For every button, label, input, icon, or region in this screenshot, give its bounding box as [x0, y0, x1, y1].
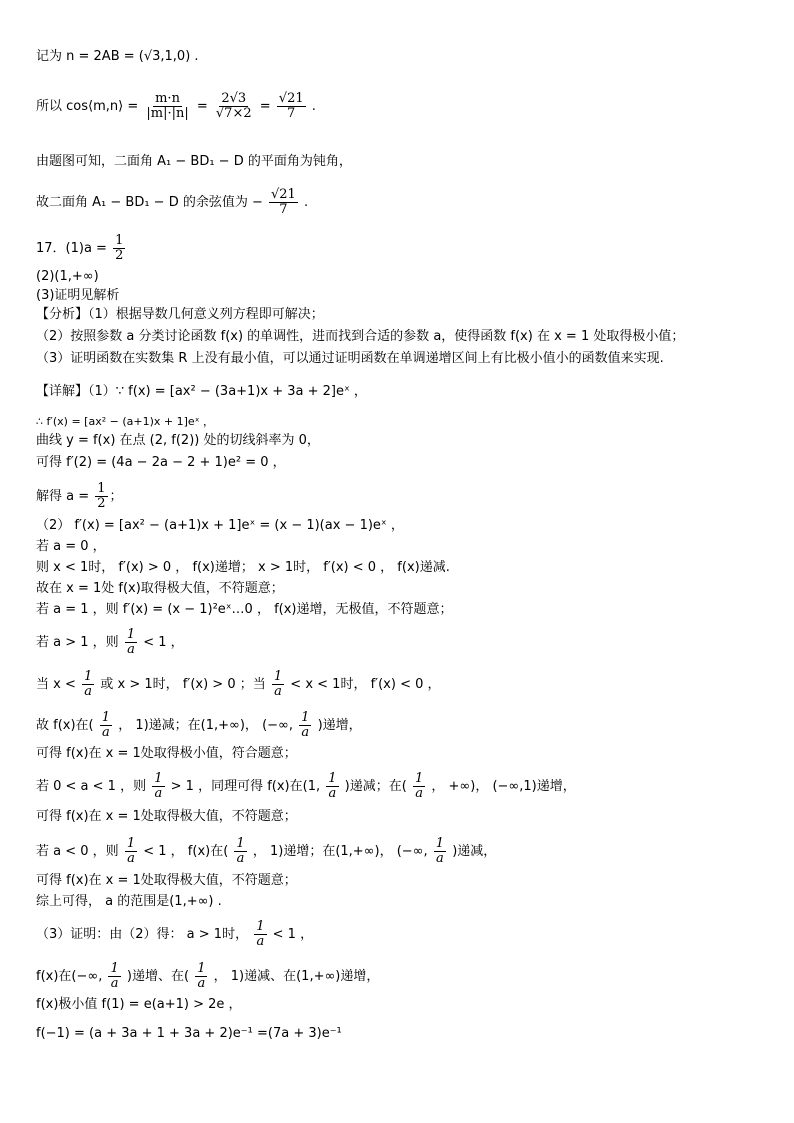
- case-a-0-monotone: [36, 559, 450, 577]
- text: 故二面角 A₁ − BD₁ − D 的余弦值为 −: [36, 195, 263, 210]
- text: 由题图可知，二面角 A₁ − BD₁ − D 的平面角为钝角，: [36, 154, 352, 169]
- derivative: [36, 413, 214, 431]
- case-a-0-conclusion: [36, 580, 284, 598]
- answer-17-1: [36, 234, 127, 263]
- fraction: $\frac{1}{a}$: [236, 836, 245, 866]
- part-3-min-value: [36, 996, 242, 1014]
- line-normal-vector: [36, 48, 199, 66]
- fraction: $\frac{1}{2}$: [97, 481, 106, 511]
- text: f(x)极小值 f(1) = e(a+1) > 2e ，: [36, 997, 242, 1012]
- text: 【详解】（1）∵ f(x) = [ax² − (3a+1)x + 3a + 2]eˣ ，: [36, 384, 367, 399]
- text: 可得 f(x)在 x = 1处取得极大值，不符题意；: [36, 809, 297, 824]
- fraction: $\frac{1}{a}$: [328, 771, 337, 801]
- part-3-monotone: f(x)在(−∞, $\frac{1}{a}$ )递增、在( $\frac{1}{a}$ ， 1)递减、在(1,+∞)递增，: [36, 961, 380, 991]
- text: 可得 f′(2) = (4a − 2a − 2 + 1)e² = 0 ，: [36, 455, 286, 470]
- summary-range: [36, 893, 222, 911]
- analysis-2: [36, 328, 684, 346]
- fraction: $\frac{1}{a}$: [273, 669, 283, 699]
- case-a-gt-1: 若 a > 1 ，则 $\frac{1}{a}$ < 1 ，: [36, 627, 184, 657]
- fraction: $\frac{1}{a}$: [154, 771, 163, 801]
- tangent-line: [36, 432, 320, 450]
- line-cosine-value: 故二面角 A₁ − BD₁ − D 的余弦值为 − $\frac{√21}{7}$ .: [36, 187, 309, 217]
- text: 【分析】（1）根据导数几何意义列方程即可解决；: [36, 307, 324, 322]
- part-3-proof: （3）证明：由（2）得： a > 1时， $\frac{1}{a}$ < 1 ，: [36, 919, 314, 949]
- fraction: $\frac{√21}{7}$: [271, 187, 296, 217]
- answer-17-3: [36, 287, 119, 305]
- analysis-3: [36, 350, 664, 368]
- fraction: $\frac{1}{a}$: [197, 961, 206, 991]
- fraction: $\frac{1}{a}$: [435, 836, 445, 866]
- text: 若 a = 1 ，则 f′(x) = (x − 1)²eˣ…0 ， f(x)递增，无极值，不符题意；: [36, 602, 453, 617]
- fraction: $\frac{m\cdot n}{|m|\cdot|n|}$: [146, 91, 189, 121]
- fraction: $\frac{1}{a}$: [101, 710, 111, 740]
- line-obtuse: [36, 153, 352, 171]
- case-a-gt-1-sign: 当 x < $\frac{1}{a}$ 或 x > 1时， f′(x) > 0 ；当 $\frac{1}{a}$ < x < 1时， f′(x) < 0 ，: [36, 669, 441, 699]
- case-0-a-1-conclusion: [36, 808, 297, 826]
- text: （3）证明函数在实数集 R 上没有最小值，可以通过证明函数在单调递增区间上有比极小值小的函数值来实现.: [36, 351, 664, 366]
- part-3-f-minus-1: [36, 1025, 342, 1043]
- case-a-0: [36, 538, 106, 556]
- text: 记为 n = 2AB = (√3,1,0) .: [36, 49, 199, 64]
- case-a-gt-1-conclusion: [36, 745, 297, 763]
- case-a-1: [36, 601, 453, 619]
- text: 曲线 y = f(x) 在点 (2, f(2)) 处的切线斜率为 0，: [36, 433, 320, 448]
- fraction: $\frac{1}{2}$: [115, 233, 124, 263]
- text: 故在 x = 1处 f(x)取得极大值，不符题意；: [36, 581, 284, 596]
- fraction: $\frac{1}{a}$: [126, 836, 136, 866]
- fraction: $\frac{√21}{7}$: [278, 91, 304, 121]
- f-prime-2: [36, 454, 286, 472]
- text: 则 x < 1时， f′(x) > 0 ， f(x)递增； x > 1时， f′(x) < 0 ， f(x)递减.: [36, 560, 450, 575]
- text: ∴ f′(x) = [ax² − (a+1)x + 1]eˣ ，: [36, 415, 215, 428]
- text: 所以 cos⟨m,n⟩ =: [36, 99, 139, 114]
- case-a-lt-0: 若 a < 0 ，则 $\frac{1}{a}$ < 1 ， f(x)在( $\frac{1}{a}$ ， 1)递增；在(1,+∞)， (−∞, $\frac{1}{a}$ )递减，: [36, 836, 497, 866]
- detail-1: [36, 383, 367, 401]
- line-cosine: 所以 cos⟨m,n⟩ = $\frac{m\cdot n}{|m|\cdot|n|}$ = $\frac{2√3}{√7\times 2}$ = $\frac{√21}{7}$ .: [36, 91, 316, 121]
- analysis-1: [36, 306, 324, 324]
- case-a-gt-1-intervals: 故 f(x)在( $\frac{1}{a}$ ， 1)递减；在(1,+∞)， (−∞, $\frac{1}{a}$ )递增，: [36, 710, 362, 740]
- text: 综上可得， a 的范围是(1,+∞) .: [36, 894, 222, 909]
- part-2-derivative: [36, 517, 404, 535]
- fraction: $\frac{1}{a}$: [84, 669, 93, 699]
- text: 可得 f(x)在 x = 1处取得极小值，符合题意；: [36, 746, 297, 761]
- text: (2)(1,+∞): [36, 269, 99, 284]
- text: 若 a = 0 ，: [36, 539, 106, 554]
- fraction: $\frac{1}{a}$: [301, 710, 310, 740]
- case-0-a-1: 若 0 < a < 1 ，则 $\frac{1}{a}$ > 1 ，同理可得 f(x)在(1, $\frac{1}{a}$ )递减；在( $\frac{1}{a}$ ， +∞)， (−∞,1)递增，: [36, 771, 576, 801]
- solve-a: 解得 a = $\frac{1}{2}$ ；: [36, 481, 123, 511]
- text: (3)证明见解析: [36, 288, 120, 303]
- answer-17-2: [36, 268, 99, 286]
- text: 可得 f(x)在 x = 1处取得极大值，不符题意；: [36, 873, 297, 888]
- fraction: $\frac{2√3}{√7\times 2}$: [215, 91, 252, 121]
- fraction: $\frac{1}{a}$: [110, 961, 119, 991]
- text: 解得 a =: [36, 489, 90, 504]
- text: f(−1) = (a + 3a + 1 + 3a + 2)e⁻¹ =(7a + 3)e⁻¹: [36, 1026, 342, 1041]
- text: 若 a > 1 ，则: [36, 635, 119, 650]
- text: （2） f′(x) = [ax² − (a+1)x + 1]eˣ = (x − 1)(ax − 1)eˣ ，: [36, 518, 404, 533]
- fraction: $\frac{1}{a}$: [126, 627, 136, 657]
- text: 17．(1)a =: [36, 241, 107, 256]
- case-a-lt-0-conclusion: [36, 872, 297, 890]
- fraction: $\frac{1}{a}$: [414, 771, 424, 801]
- text: （2）按照参数 a 分类讨论函数 f(x) 的单调性，进而找到合适的参数 a，使得函数 f(x) 在 x = 1 处取得极小值；: [36, 329, 685, 344]
- fraction: $\frac{1}{a}$: [256, 919, 265, 949]
